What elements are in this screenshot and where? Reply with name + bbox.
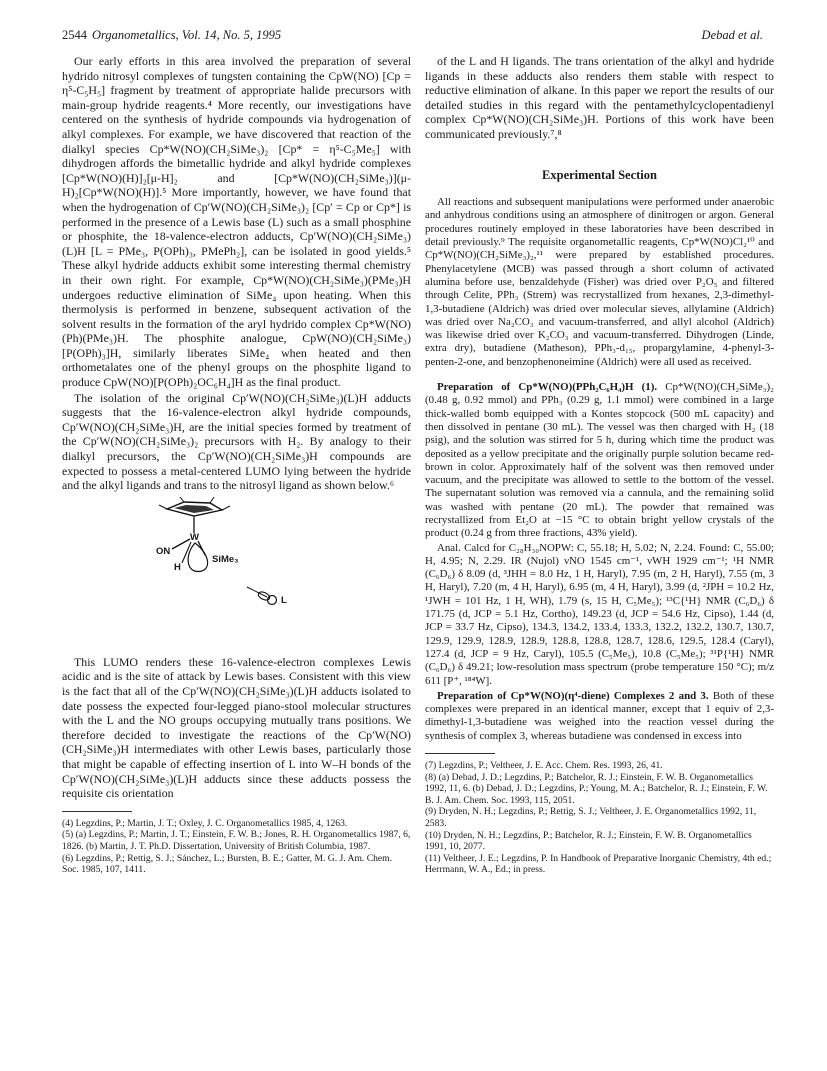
preparation-text: Both of these complexes were prepared in an identical manner, except that 1 equiv of 2,3-dimethyl-1,3-butadiene was weighed into the reaction vessel during the synthesis of complex 3, whereas butadiene was condensed in excess into (425, 689, 774, 742)
silyl-label: SiMe₃ (212, 553, 239, 565)
lewis-base-label: L (281, 594, 287, 606)
preparation-text: Cp*W(NO)(CH₂SiMe₃)₂ (0.48 g, 0.92 mmol) and PPh₃ (0.29 g, 1.1 mmol) were combined in a large thick-walled bomb equipped with a Kontes stopcock (500 mL capacity) and then dissolved in pentane (30 mL). The vessel was then charged with H₂ (18 psig), and the solution was stirred for 5 h, during which time the product was deposited as a yellow precipitate and the originally purple solution became red-brown in color. Approximately half of the solvent was then removed under vacuum, and the precipitate was allowed to settle to the bottom of the vessel. The supernatant solution was removed via a cannula, and the remaining solid was washed with pentane (20 mL). The powder that remained was recrystallized from Et₂O at −15 °C to obtain bright yellow crystals of the product (0.24 g from three fractions, 43% yield). (425, 381, 774, 540)
body-paragraph: Our early efforts in this area involved the preparation of several hydrido nitrosyl complexes of tungsten containing the CpW(NO) [Cp = η⁵-C₅H₅] fragment by treatment of appropriate halide precursors with main-group hydride reagents.⁴ More recently, our investigations have centered on the synthesis of hydride compounds via hydrogenation of alkyl complexes. For example, we have discovered that reaction of the dialkyl species Cp*W(NO)(CH₂SiMe₃)₂ [Cp* = η⁵-C₅Me₅] with dihydrogen affords the bimetallic hydride and alkyl hydride complexes [Cp*W(NO)(H)]₂[μ-H]₂ and [Cp*W(NO)(CH₂SiMe₃)](μ-H)₂[Cp*W(NO)(H)].⁵ More importantly, however, we have found that when the hydrogenation of Cp′W(NO)(CH₂SiMe₃)₂ [Cp′ = Cp or Cp*] is performed in the presence of a Lewis base (L) such as a small phosphine or phosphite, the 18-valence-electron adducts, Cp′W(NO)(CH₂SiMe₃)(L)H [L = PMe₃, P(OPh)₃, PMePh₂], can be isolated in good yields.⁵ These alkyl hydride adducts exhibit some interesting thermal chemistry in their own right. For example, Cp*W(NO)(CH₂SiMe₃)(PMe₃)H undergoes reductive elimination of SiMe₄ upon heating. When this thermolysis is performed in benzene, subsequent activation of the solvent results in the formation of the aryl hydrido complex Cp*W(NO)(Ph)(PMe₃)H. The phosphite analogue, CpW(NO)(CH₂SiMe₃)[P(OPh)₃]H, similarly liberates SiMe₄ when heated and then orthometalates one of the phenyl groups on the phosphite ligand to produce CpW(NO)[P(OPh)₂OC₆H₄]H as the final product. (62, 54, 411, 390)
preparation-title: Preparation of Cp*W(NO)(PPh₂C₆H₄)H (1). (437, 381, 658, 394)
hydride-label: H (174, 561, 181, 573)
page-header (62, 28, 763, 44)
preparation-paragraph (425, 690, 774, 743)
journal-citation: Organometallics, Vol. 14, No. 5, 1995 (92, 28, 282, 42)
footnote: (6) Legzdins, P.; Rettig, S. J.; Sánchez, L.; Bursten, B. E.; Gatter, M. G. J. Am. Chem. Soc. 1985, 107, 1411. (62, 852, 393, 876)
analysis-paragraph: Anal. Calcd for C₂₈H₃₀NOPW: C, 55.18; H, 5.02; N, 2.24. Found: C, 55.00; H, 4.95; N, 2.29. IR (Nujol) νNO 1545 cm⁻¹, νWH 1929 cm⁻¹; ¹H NMR (C₆D₆) δ 8.09 (d, ³JHH = 8.0 Hz, 1 H, Haryl), 7.95 (m, 2 H, Haryl), 7.55 (m, 3 H, Haryl), 7.20 (m, 4 H, Haryl), 6.95 (m, 4 H, Haryl), 3.99 (d, ²JPH = 10.2 Hz, ¹JWH = 101 Hz, 1 H, WH), 1.79 (s, 15 H, C₅Me₅); ¹³C{¹H} NMR (C₆D₆) δ 171.75 (d, JCP = 5.1 Hz, Cortho), 149.23 (d, JCP = 54.6 Hz, Cipso), 1.44 (d, JCP = 33.7 Hz, Cipso), 134.3, 134.2, 133.4, 133.3, 132.2, 132.2, 130.7, 130.7, 129.9, 129.9, 128.9, 128.9, 128.8, 128.8, 128.7, 128.6, 129.5, 128.4 (Caryl), 127.4 (d, JCP = 9 Hz, Caryl), 105.5 (C₅Me₅), 10.8 (C₅Me₅); ³¹P{¹H} NMR (C₆D₆) δ 49.21; low-resolution mass spectrum (probe temperature 150 °C); m/z 611 [P⁺, ¹⁸⁴W]. (425, 541, 774, 687)
running-authors: Debad et al. (701, 28, 763, 42)
footnote: (7) Legzdins, P.; Veltheer, J. E. Acc. Chem. Res. 1993, 26, 41. (425, 760, 663, 772)
preparation-paragraph (425, 381, 774, 541)
metal-label: W (190, 531, 199, 543)
structure-drawing (62, 497, 411, 647)
body-paragraph: This LUMO renders these 16-valence-electron complexes Lewis acidic and is the site of attack by Lewis bases. Consistent with this view is the fact that all of the Cp′W(NO)(CH₂SiMe₃)(L)H adducts isolated to date possess the expected four-legged piano-stool molecular structures with the L and the NO groups occupying mutually trans positions. We therefore decided to investigate the reactions of the Cp′W(NO)(CH₂SiMe₃)H intermediates with other Lewis bases, particularly those that might be capable of effecting insertion of L into W–H bonds of the Cp′W(NO)(CH₂SiMe₃)(L)H adducts since these adducts possess the requisite cis orientation (62, 654, 411, 801)
section-heading: Experimental Section (542, 167, 657, 182)
footnote: (4) Legzdins, P.; Martin, J. T.; Oxley, J. C. Organometallics 1985, 4, 1263. (62, 817, 348, 829)
footnote: (10) Dryden, N. H.; Legzdins, P.; Batchelor, R. J.; Einstein, F. W. B. Organometallics 1991, 10, 2077. (425, 829, 752, 853)
experimental-paragraph: All reactions and subsequent manipulations were performed under anaerobic and anhydrous conditions using an atmosphere of dinitrogen or argon. General procedures routinely employed in these laboratories have been described in detail previously.⁹ The requisite organometallic reagents, Cp*W(NO)Cl₂¹⁰ and Cp*W(NO)(CH₂SiMe₃)₂,¹¹ were prepared by established procedures. Phenylacetylene (MCB) was passed through a short column of activated alumina before use, benzaldehyde (Fisher) was dried over P₂O₅ and filtered through Celite, PPh₃ (Strem) was recrystallized from hexanes, 2,3-dimethyl-1,3-butadiene (Aldrich) was dried over molecular sieves, allylamine (Aldrich) was dried over Na₂CO₃ and vacuum-transferred, and allyl alcohol (Aldrich) was likewise dried over K₂CO₃ and vacuum-transferred. Dihydrogen (Linde, extra dry), butadiene (Matheson), PPh₃-d₁₅, propargylamine, 4-phenyl-3-penten-2-one, and benzophenoneimine (Aldrich) were all used as received. (425, 196, 774, 368)
footnote-rule (425, 753, 495, 754)
footnotes-right (425, 760, 774, 876)
body-paragraph: of the L and H ligands. The trans orientation of the alkyl and hydride ligands in these adducts also renders them stable with respect to reductive elimination of alkane. In this paper we report the results of our detailed studies in this regard with the pentamethylcyclopentadienyl complex Cp*W(NO)(CH₂SiMe₃)H. Portions of this work have been communicated previously.⁷,⁸ (425, 54, 774, 141)
lumo-structure-diagram (62, 497, 411, 647)
page-number: 2544 (62, 28, 87, 42)
experimental-body (425, 196, 774, 743)
footnotes-left (62, 818, 411, 876)
right-column (425, 54, 774, 876)
footnote: (8) (a) Debad, J. D.; Legzdins, P.; Batchelor, R. J.; Einstein, F. W. B. Organometallics 1992, 11, 6. (b) Debad, J. D.; Legzdins, P.; Young, M. A.; Batchelor, R. J.; Einstein, F. W. B. J. Am. Chem. Soc. 1993, 115, 2051. (425, 771, 768, 806)
footnote: (9) Dryden, N. H.; Legzdins, P.; Rettig, S. J.; Veltheer, J. E. Organometallics 1992, 11, 2583. (425, 806, 757, 829)
left-column (62, 54, 411, 876)
nitrosyl-label: ON (156, 545, 171, 557)
body-paragraph: The isolation of the original Cp′W(NO)(CH₂SiMe₃)(L)H adducts suggests that the 16-valence-electron alkyl hydride compounds, Cp′W(NO)(CH₂SiMe₃)H, are the initial species formed by treatment of the Cp′W(NO)(CH₂SiMe₃)₂ precursors with H₂. By analogy to their dialkyl precursors, the Cp′W(NO)(CH₂SiMe₃)H compounds are expected to possess a metal-centered LUMO lying between the hydride and the alkyl ligands and trans to the nitrosyl ligand as shown below.⁶ (62, 390, 411, 493)
footnote: (11) Veltheer, J. E.; Legzdins, P. In Handbook of Preparative Inorganic Chemistry, 4th ed.; Herrmann, W. A., Ed.; in press. (425, 852, 772, 876)
footnote: (5) (a) Legzdins, P.; Martin, J. T.; Einstein, F. W. B.; Jones, R. H. Organometallics 1987, 6, 1826. (b) Martin, J. T. Ph.D. Dissertation, University of British Columbia, 1987. (62, 829, 411, 852)
preparation-title: Preparation of Cp*W(NO)(η⁴-diene) Complexes 2 and 3. (437, 689, 709, 702)
footnote-rule (62, 811, 132, 812)
